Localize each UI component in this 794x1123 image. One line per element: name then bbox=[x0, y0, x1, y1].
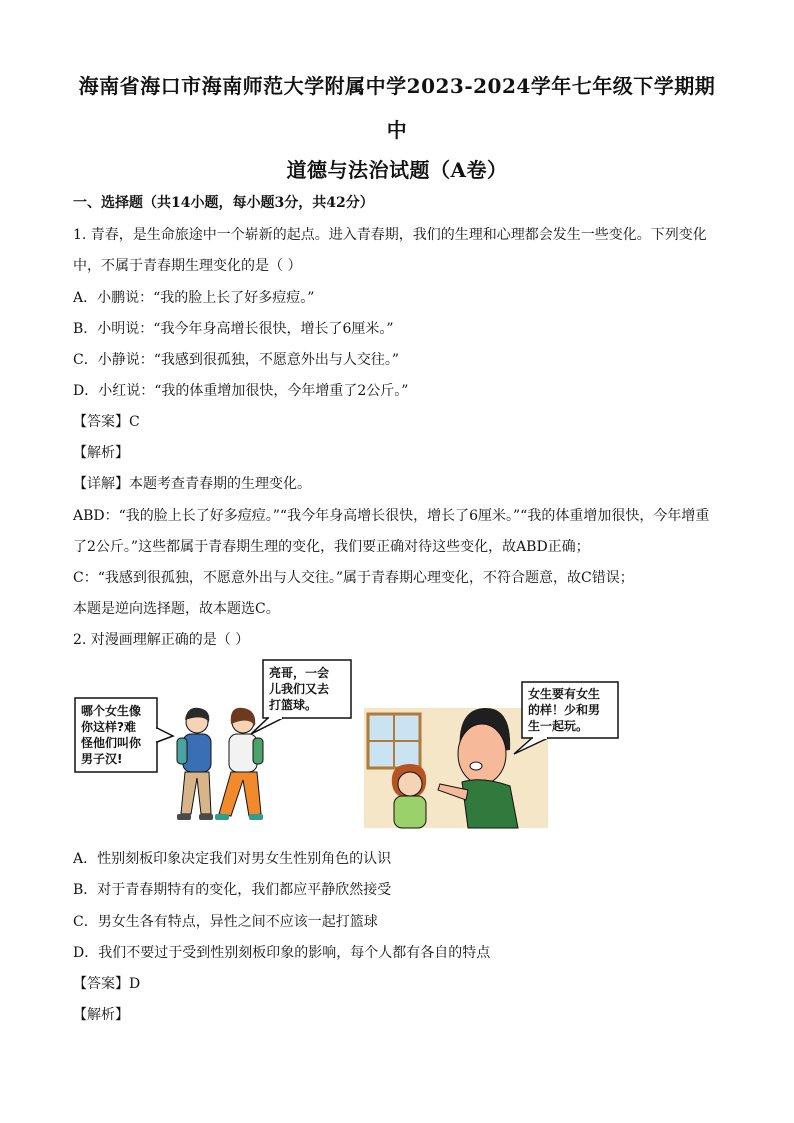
exam-title-line1: 海南省海口市海南师范大学附属中学2023-2024学年七年级下学期期 bbox=[78, 74, 716, 98]
bubble-left-line3: 怪他们叫你 bbox=[81, 736, 142, 750]
speech-bubble-right bbox=[251, 660, 351, 734]
bubble-right-line3: 打篮球。 bbox=[269, 698, 318, 712]
bubble-left-line2: 你这样?难 bbox=[81, 720, 136, 734]
bubble-left-line1: 哪个女生像 bbox=[81, 704, 142, 718]
q1-option-c: C．小静说：“我感到很孤独，不愿意外出与人交往。” bbox=[73, 352, 400, 368]
q1-answer: 【答案】C bbox=[73, 414, 140, 430]
q1-analysis-label: 【解析】 bbox=[73, 445, 129, 461]
q2-option-a: A．性别刻板印象决定我们对男女生性别角色的认识 bbox=[73, 851, 392, 867]
q1-detail: 【详解】本题考查青春期的生理变化。 bbox=[73, 476, 311, 492]
speech-bubble-left bbox=[75, 698, 173, 772]
bubble-man-line2: 的样！少和男 bbox=[528, 703, 601, 717]
q1-option-a: A．小鹏说：“我的脸上长了好多痘痘。” bbox=[73, 290, 315, 306]
q1-option-d: D．小红说：“我的体重增加很快，今年增重了2公斤。” bbox=[73, 383, 409, 399]
q1-explanation-line2: 了2公斤。”这些都属于青春期生理的变化，我们要正确对待这些变化，故ABD正确； bbox=[73, 539, 590, 555]
bubble-man-line1: 女生要有女生 bbox=[528, 687, 601, 701]
q2-answer: 【答案】D bbox=[73, 976, 141, 992]
q1-stem-line2: 中，不属于青春期生理变化的是（ ） bbox=[73, 258, 302, 274]
section-heading: 一、选择题（共14小题，每小题3分，共42分） bbox=[73, 195, 374, 211]
q2-stem: 2. 对漫画理解正确的是（ ） bbox=[73, 632, 250, 648]
bubble-man-line3: 生一起玩。 bbox=[528, 719, 589, 733]
comic-right-panel bbox=[364, 658, 620, 830]
q1-explanation-line3: C：“我感到很孤独，不愿意外出与人交往。”属于青春期心理变化，不符合题意，故C错误； bbox=[73, 570, 634, 586]
comic-left-panel bbox=[73, 658, 355, 830]
exam-title-line2: 中 bbox=[386, 118, 408, 142]
q1-conclusion: 本题是逆向选择题，故本题选C。 bbox=[73, 601, 280, 617]
bubble-right-line1: 亮哥，一会 bbox=[269, 666, 330, 680]
bubble-left-line4: 男子汉! bbox=[81, 752, 123, 766]
speech-bubble-man bbox=[514, 682, 618, 754]
exam-subtitle: 道德与法治试题（A卷） bbox=[286, 158, 508, 182]
character-student-left bbox=[177, 708, 213, 820]
character-student-right bbox=[215, 708, 263, 820]
q2-option-c: C．男女生各有特点，异性之间不应该一起打篮球 bbox=[73, 914, 378, 930]
q2-option-b: B．对于青春期特有的变化，我们都应平静欣然接受 bbox=[73, 882, 392, 898]
q1-option-b: B．小明说：“我今年身高增长很快，增长了6厘米。” bbox=[73, 321, 394, 337]
q2-option-d: D．我们不要过于受到性别刻板印象的影响，每个人都有各自的特点 bbox=[73, 945, 491, 961]
q1-explanation-line1: ABD：“我的脸上长了好多痘痘。”“我今年身高增长很快，增长了6厘米。”“我的体重增加很快，今年增重 bbox=[73, 508, 710, 524]
bubble-right-line2: 儿我们又去 bbox=[269, 682, 330, 696]
q1-stem-line1: 1. 青春，是生命旅途中一个崭新的起点。进入青春期，我们的生理和心理都会发生一些变化。下列变化 bbox=[73, 227, 707, 243]
window bbox=[368, 714, 420, 768]
q2-analysis-label: 【解析】 bbox=[73, 1007, 129, 1023]
